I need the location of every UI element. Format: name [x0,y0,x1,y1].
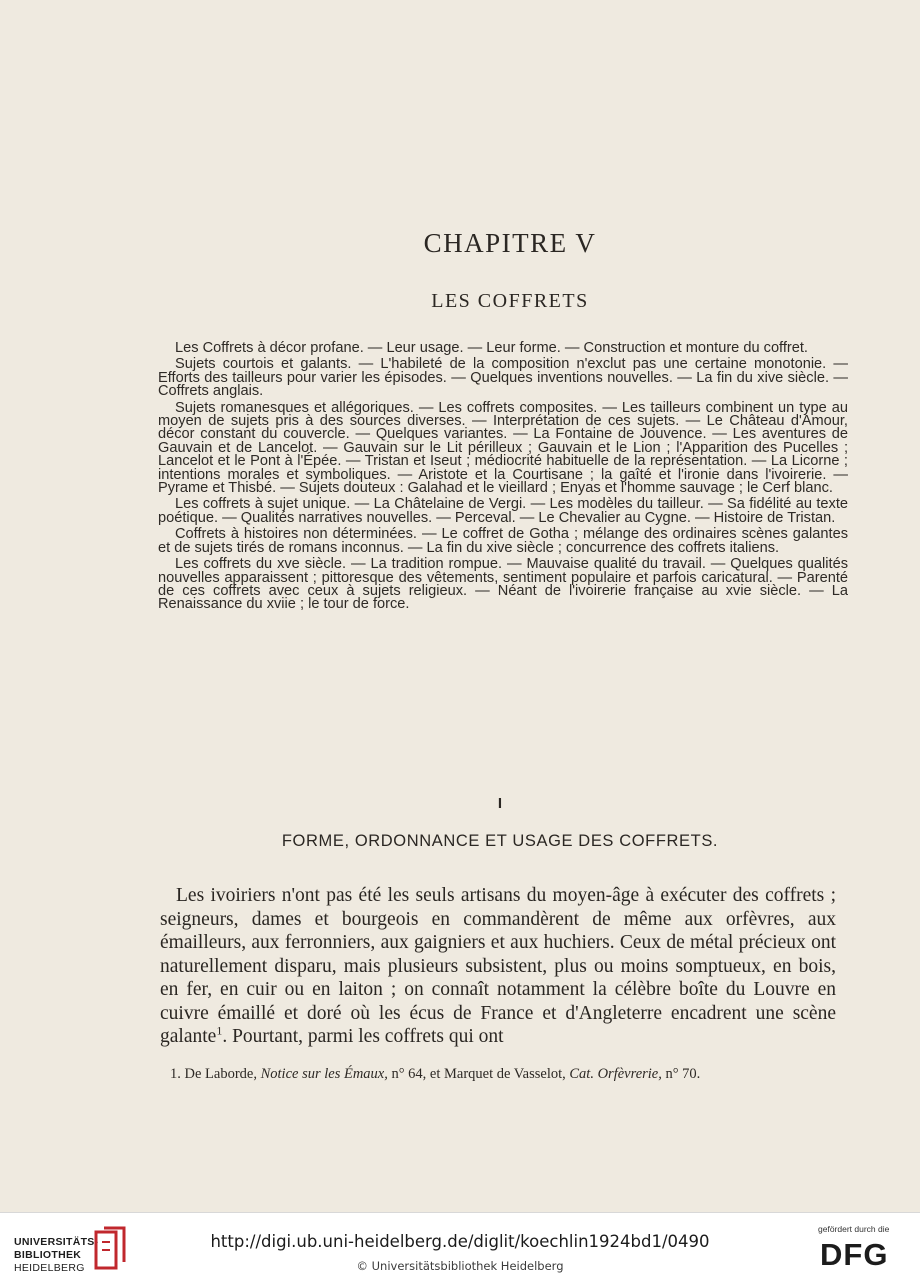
summary-paragraph: Sujets romanesques et allégoriques. — Les coffrets composites. — Les tailleurs combinent un type au moyen de sujets pris à des sources diverses. — Interprétation de ces sujets. — Le Château d'Amour, décor constant du couvercle. — Quelques variantes. — La Fontaine de Jouvence. — Les aventures de Gauvain et de Lancelot. — Gauvain sur le Lit périlleux ; Gauvain et le Lion ; l'Apparition des Pucelles ; Lancelot et le Pont à l'Épée. — Tristan et Iseut ; médiocrité habituelle de la représentation. — La Licorne ; intentions morales et symboliques. — Aristote et la Courtisane ; la gaîté et l'ironie dans l'ivoirerie. — Pyrame et Thisbé. — Sujets douteux : Galahad et le vieillard ; Enyas et l'homme sauvage ; le Cerf blanc. [158,399,848,497]
footnote-reference: n° 64, et Marquet de Vasselot, [391,1066,566,1082]
summary-paragraph: Les Coffrets à décor profane. — Leur usage. — Leur forme. — Construction et monture du coffret. [175,340,808,356]
footnote-work-title: Cat. Orfèvrerie, [569,1066,662,1082]
chapter-title: CHAPITRE V [423,228,597,258]
dfg-logo[interactable]: DFG [820,1237,889,1272]
body-text-continued: . Pourtant, parmi les coffrets qui ont [222,1026,504,1047]
footnote-marker[interactable]: 1 [216,1023,223,1038]
section-title: FORME, ORDONNANCE ET USAGE DES COFFRETS. [281,832,719,850]
footnote-work-title: Notice sur les Émaux, [260,1066,388,1082]
body-paragraph [160,884,836,1049]
section-number: I [497,795,503,812]
summary-paragraph: Les coffrets à sujet unique. — La Châtelaine de Vergi. — Les modèles du tailleur. — Sa fidélité au texte poétique. — Qualités narratives nouvelles. — Perceval. — Le Chevalier au Cygne. — Histoire de Tristan. [158,496,848,526]
summary-paragraph: Sujets courtois et galants. — L'habileté de la composition n'exclut pas une certaine monotonie. — Efforts des tailleurs pour varier les épisodes. — Quelques inventions nouvelles. — La fin du xive siècle. — Coffrets anglais. [158,356,848,400]
chapter-summary [158,342,848,615]
summary-paragraph: Coffrets à histoires non déterminées. — Le coffret de Gotha ; mélange des ordinaires scènes galantes et de sujets tirés de romans inconnus. — La fin du xive siècle ; concurrence des coffrets italiens. [158,526,848,556]
library-name-line3[interactable]: HEIDELBERG [14,1262,85,1274]
summary-paragraph: Les coffrets du xve siècle. — La tradition rompue. — Mauvaise qualité du travail. — Quelques qualités nouvelles apparaissent ; pittoresque des vêtements, sentiment populaire et parfois caricatural. — Parenté de ces coffrets avec ceux à sujets religieux. — Néant de l'ivoirerie française au xvie siècle. — La Renaissance du xviie ; le tour de force. [158,556,848,613]
footnote-reference: n° 70. [665,1066,701,1082]
permalink-url[interactable]: http://digi.ub.uni-heidelberg.de/diglit/koechlin1924bd1/0490 [210,1232,710,1251]
copyright-notice: © Universitätsbibliothek Heidelberg [356,1259,564,1273]
footnote-number: 1. [170,1066,181,1082]
footnote-author: De Laborde, [184,1066,257,1082]
footnote [170,1066,840,1083]
library-name-line2[interactable]: BIBLIOTHEK [14,1249,82,1261]
body-text: Les ivoiriers n'ont pas été les seuls artisans du moyen-âge à exécuter des coffrets ; seigneurs, dames et bourgeois en commandèrent de même aux orfèvres, aux émailleurs, aux ferronniers, aux gaigniers et aux huchiers. Ceux de métal précieux ont naturellement disparu, mais plusieurs subsistent, plus ou moins somptueux, en bois, en fer, en cuir ou en laiton ; on connaît notamment la célèbre boîte du Louvre en cuivre émaillé et doré où les écus de France et d'Angleterre encadrent une scène galante [160,885,836,1047]
library-name-line1[interactable]: UNIVERSITÄTS- [14,1236,99,1248]
chapter-subtitle: LES COFFRETS [431,290,589,312]
funding-label: gefördert durch die [818,1224,890,1234]
